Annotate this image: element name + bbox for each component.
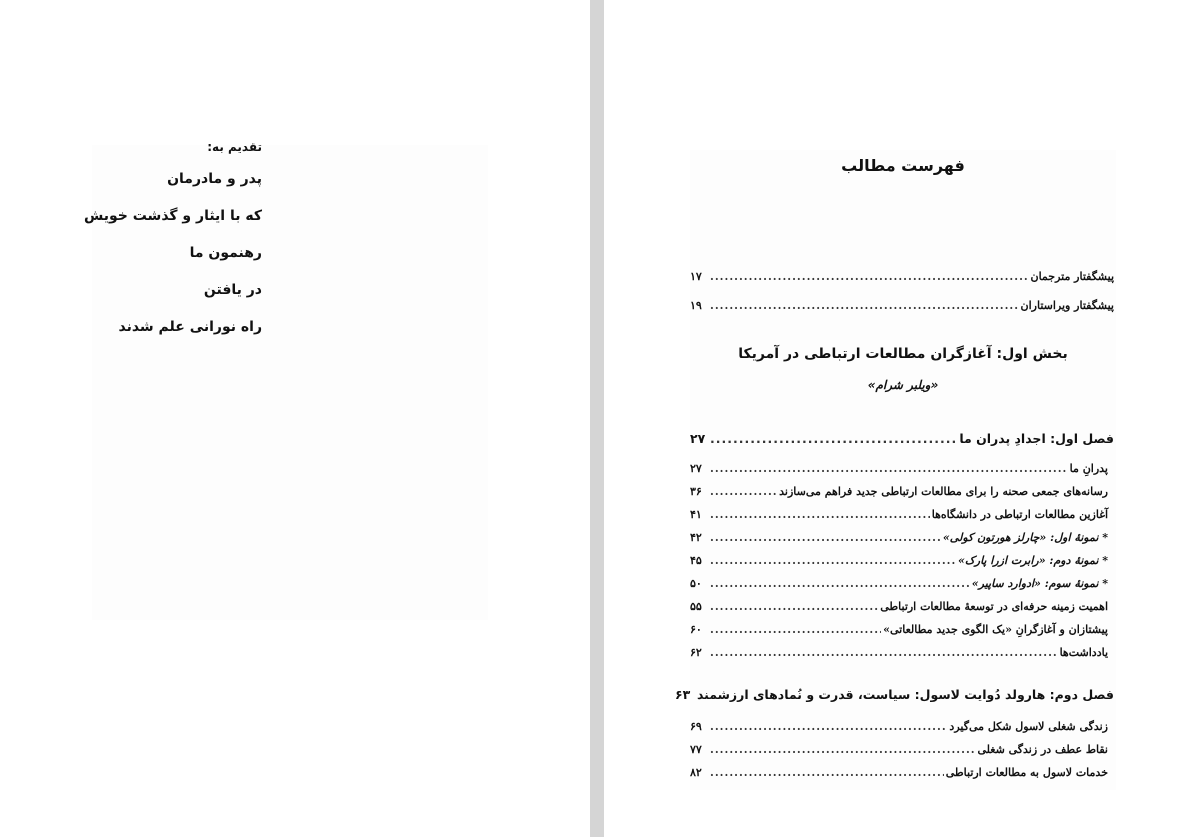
part-author: «ویلبر شرام» [867, 378, 939, 392]
dedication-line: پدر و مادرمان [167, 171, 262, 187]
toc-entry[interactable]: * نمونهٔ دوم: «رابرت ازرا پارک» ..... ۴۵ [690, 554, 1114, 567]
toc-entry[interactable]: * نمونهٔ سوم: «ادوارد ساپیر» ..... ۵۰ [690, 577, 1114, 590]
toc-chapter[interactable] [674, 687, 1114, 702]
toc-entry-page: ۱۷ [690, 270, 702, 283]
toc-entry[interactable]: یادداشت‌ها ..... ۶۲ [690, 646, 1114, 659]
part-title: بخش اول: آغازگران مطالعات ارتباطی در آمریکا [738, 346, 1068, 362]
toc-entry-page: ۱۹ [690, 299, 702, 312]
dedication [83, 140, 262, 353]
toc-entry[interactable] [690, 270, 1114, 283]
toc-chapter[interactable] [690, 431, 1114, 446]
toc-entry[interactable]: اهمیت زمینه حرفه‌ای در توسعهٔ مطالعات ارتباطی ..... ۵۵ [690, 600, 1114, 613]
toc-entry-page: ۶۳ [674, 687, 691, 702]
page-gutter [590, 0, 604, 837]
toc-entry-title: پیشگفتار مترجمان [1030, 270, 1114, 283]
dedication-line: که با ایثار و گذشت خویش [83, 208, 262, 224]
dedication-line: راه نورانی علم شدند [118, 319, 262, 335]
toc-entry[interactable]: پدرانِ ما ..... ۲۷ [690, 462, 1114, 475]
toc-entry[interactable]: زندگی شغلی لاسول شکل می‌گیرد ..... ۶۹ [690, 720, 1114, 733]
dedication-title: تقدیم به: [207, 140, 262, 154]
toc-entry[interactable]: نقاط عطف در زندگی شغلی ..... ۷۷ [690, 743, 1114, 756]
dedication-line: در یافتن [203, 282, 262, 298]
toc-entry[interactable]: رسانه‌های جمعی صحنه را برای مطالعات ارتباطی جدید فراهم می‌سازند ..... ۳۶ [690, 485, 1114, 498]
toc-entry[interactable] [690, 299, 1114, 312]
toc-entry[interactable]: * نمونهٔ اول: «چارلز هورتون کولی» ..... ۴۲ [690, 531, 1114, 544]
toc-entry[interactable]: پیشتازان و آغازگرانِ «یک الگوی جدید مطالعاتی» ..... ۶۰ [690, 623, 1114, 636]
toc-title: فهرست مطالب [841, 156, 965, 175]
table-of-contents [674, 150, 1116, 790]
toc-entry-title: فصل دوم: هارولد دُوایت لاسول: سیاست، قدرت و نُمادهای ارزشمند [696, 687, 1114, 702]
toc-entry-title: پیشگفتار ویراستاران [1020, 299, 1114, 312]
toc-entry-page: ۲۷ [690, 431, 706, 446]
toc-entry[interactable]: آغازین مطالعات ارتباطی در دانشگاه‌ها ..... ۴۱ [690, 508, 1114, 521]
toc-entry[interactable]: خدمات لاسول به مطالعات ارتباطی ..... ۸۲ [690, 766, 1114, 779]
dedication-line: رهنمون ما [189, 245, 262, 261]
toc-entry-title: فصل اول: اجدادِ پدران ما [959, 431, 1114, 446]
